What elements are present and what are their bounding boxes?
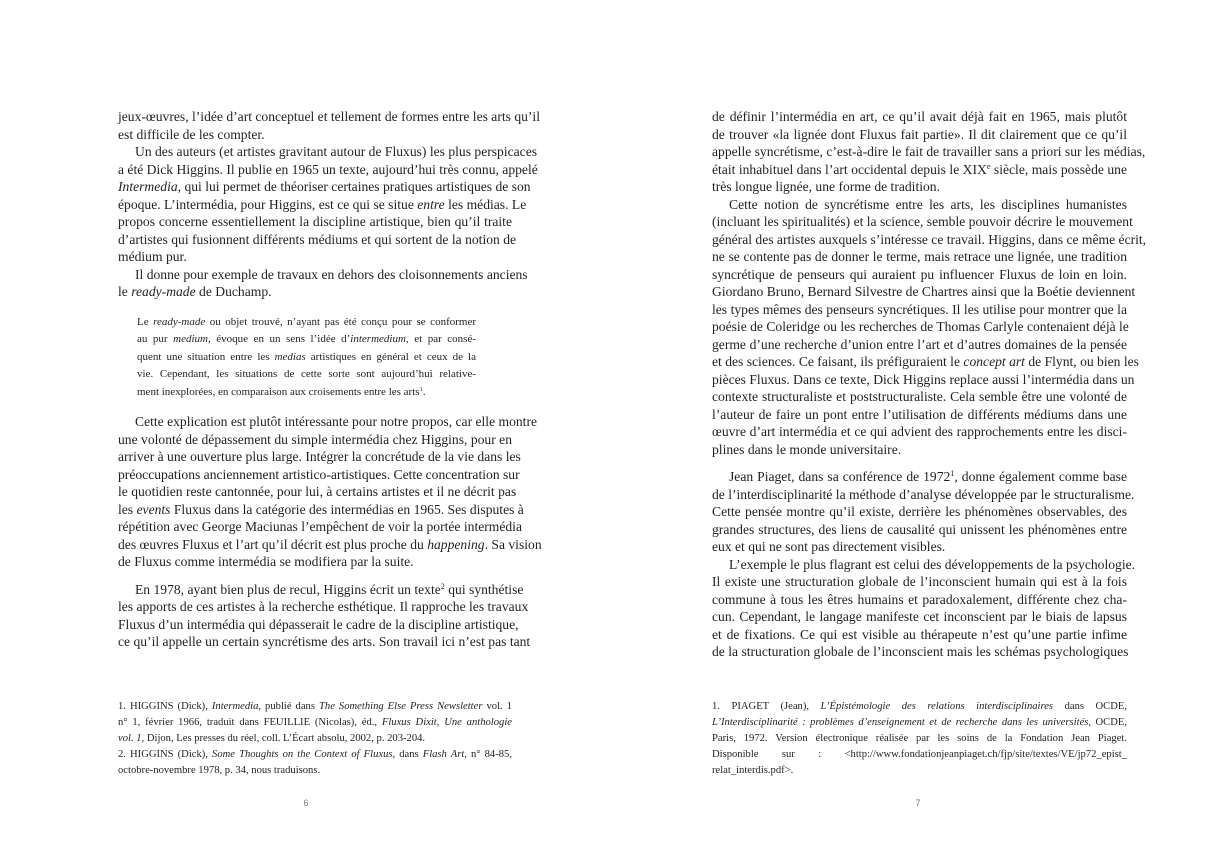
footnotes — [712, 699, 1127, 779]
footnote-ref: 2 — [440, 581, 445, 591]
text-run: de Flynt, ou bien les — [1024, 354, 1139, 369]
italic-text: medias — [274, 350, 306, 363]
text-line — [137, 384, 476, 402]
text-run: époque. L’intermédia, pour Higgins, est ce qui se situe — [118, 196, 418, 212]
text-line: arriver à une ouverture plus large. Intégrer la concrétude de la vie dans les — [118, 449, 521, 464]
text-line: appelle syncrétisme, c’est-à-dire le fait de travailler sans a priori sur les médias, — [712, 144, 1146, 159]
footnotes — [118, 699, 512, 779]
text-run: de Duchamp. — [195, 284, 272, 299]
italic-text: entre — [417, 196, 445, 212]
text-run: 1. HIGGINS (Dick), — [118, 701, 212, 712]
text-line: d’artistes qui fusionnent différents médiums et qui sortent de la notion de — [118, 231, 517, 247]
text-run: le — [118, 284, 132, 299]
italic-text: Flash Art — [422, 749, 465, 760]
text-run: qui synthétise — [444, 581, 524, 597]
paragraph — [712, 196, 1147, 459]
italic-text: ready-made — [131, 284, 196, 299]
text-line: de la structuration globale de l’inconscient mais les schémas psychologiques — [712, 644, 1129, 659]
text-line: contexte structuraliste et poststructuraliste. Cela semble être une volonté de — [712, 389, 1127, 404]
text-line: de trouver «la lignée dont Fluxus fait partie». Il dit clairement que ce qu’il — [712, 126, 1127, 142]
text-line: une volonté de dépassement du simple intermédia chez Higgins, pour en — [118, 431, 512, 447]
text-line: eux et qui ne sont pas directement visibles. — [712, 539, 946, 554]
text-run: les médias. Le — [444, 196, 527, 212]
text-run: artistiques en général et ceux de la — [305, 350, 476, 363]
text-run: , publié dans — [258, 701, 320, 712]
text-line: est difficile de les compter. — [118, 126, 265, 142]
text-line: cun. Cependant, le langage manifeste cet inconscient par le biais de lapsus — [712, 609, 1127, 624]
text-line — [118, 581, 524, 599]
text-run: 2. HIGGINS (Dick), — [118, 749, 213, 760]
text-line: relat_interdis.pdf>. — [712, 765, 794, 776]
text-run: ou objet trouvé, n’ayant pas été conçu pour se conformer — [205, 315, 476, 328]
footnote-ref: 1 — [950, 469, 955, 479]
text-run: Fluxus dans la catégorie des intermédias en 1965. Ses disputes à — [170, 501, 524, 517]
text-run: 1. PIAGET (Jean), — [712, 701, 821, 712]
text-line — [712, 715, 1127, 731]
italic-text: ready-made — [153, 315, 206, 328]
text-run: siècle, mais possède une — [990, 161, 1127, 177]
text-line — [118, 536, 542, 554]
text-line: médium pur. — [118, 249, 187, 264]
text-run: En 1978, ayant bien plus de recul, Higgins écrit un texte — [135, 581, 441, 597]
text-line: de l’interdisciplinarité la méthode d’analyse développée par le structuralisme. — [712, 486, 1135, 502]
text-line: Cette pensée montre qu’il existe, derrière les phénomènes observables, des — [712, 504, 1127, 519]
text-line — [137, 349, 476, 367]
text-line: L’exemple le plus flagrant est celui des développements de la psychologie. — [729, 556, 1136, 572]
text-line: vie. Cependant, les situations de cette sorte sont aujourd’hui relative- — [137, 368, 476, 380]
text-line: Fluxus d’un intermédia qui dépasserait le cadre de la discipline artistique, — [118, 616, 519, 632]
text-line — [118, 283, 512, 301]
text-line: octobre-novembre 1978, p. 34, nous traduisons. — [118, 765, 321, 776]
text-line: Cette notion de syncrétisme entre les arts, les disciplines humanistes — [729, 196, 1127, 212]
italic-text: Intermedia — [118, 179, 178, 194]
paragraph — [118, 143, 538, 266]
text-line — [712, 699, 1127, 715]
text-line: grandes structures, des liens de causalité qui unissent les phénomènes entre — [712, 521, 1127, 537]
text-line — [137, 314, 476, 332]
text-run: Jean Piaget, dans sa conférence de 1972 — [729, 469, 951, 484]
italic-text: Fluxus Dixit, Une anthologie — [381, 717, 512, 728]
text-run: vol. 1 — [482, 701, 512, 712]
text-run: , n° 84-85, — [464, 749, 512, 760]
footnote-ref: 1 — [419, 385, 423, 393]
italic-text: concept art — [963, 354, 1025, 369]
text-line — [712, 161, 1127, 179]
text-line: ce qu’il appelle un certain syncrétisme des arts. Son travail ici n’est pas tant — [118, 634, 531, 649]
text-run: des œuvres Fluxus et l’art qu’il décrit est plus proche du — [118, 536, 428, 552]
text-line: l’auteur de faire un pont entre l’utilisation de différents médiums dans une — [712, 406, 1127, 422]
italic-text: medium — [173, 333, 208, 345]
text-line: Il existe une structuration globale de l’inconscient humain qui est à la fois — [712, 574, 1127, 589]
text-line — [118, 501, 524, 519]
text-line — [137, 331, 476, 349]
italic-text: happening — [427, 536, 485, 552]
text-line: commune à tous les êtres humains et paradoxalement, différente chez cha- — [712, 591, 1127, 607]
italic-text: vol. 1 — [118, 733, 142, 744]
text-line — [118, 731, 512, 747]
text-run: au pur — [137, 333, 174, 345]
text-run: . Sa vision — [484, 536, 542, 552]
text-line: syncrétique de penseurs qui auraient pu influencer Fluxus de loin en loin. — [712, 266, 1127, 282]
text-line: a été Dick Higgins. Il publie en 1965 un texte, aujourd’hui très connu, appelé — [118, 161, 538, 177]
italic-text: intermedium — [350, 333, 406, 345]
paragraph — [712, 556, 1136, 661]
text-line: Un des auteurs (et artistes gravitant autour de Fluxus) les plus perspicaces — [135, 144, 538, 159]
paragraph — [118, 108, 540, 143]
italic-text: Some Thoughts on the Context of Fluxus — [212, 749, 393, 760]
body-text — [712, 108, 1147, 661]
paragraph — [118, 581, 531, 651]
text-run: ment inexplorées, en comparaison aux croisements entre les arts — [137, 385, 420, 398]
text-run: était inhabituel dans l’art occidental depuis le XIX — [712, 161, 987, 177]
text-run: , donne également comme base — [954, 469, 1127, 484]
footnote — [118, 747, 512, 779]
text-line: et de fixations. Ce qui est visible au thérapeute n’est qu’une partie infime — [712, 626, 1127, 642]
text-line: général des artistes auxquels s’intéresse ce travail. Higgins, dans ce même écrit, — [712, 231, 1147, 247]
text-line — [118, 699, 512, 715]
text-line — [118, 715, 512, 731]
footnote — [712, 699, 1127, 779]
text-line: les types mêmes des penseurs syncrétiques. Il les utilise pour montrer que la — [712, 301, 1127, 317]
text-run: , et par consé- — [405, 333, 476, 345]
page-number: 7 — [915, 798, 921, 808]
text-line: de Fluxus comme intermédia se modifiera par la suite. — [118, 554, 414, 569]
text-line — [712, 468, 1127, 486]
text-run: Le — [137, 315, 154, 328]
text-line: plines dans le monde universitaire. — [712, 441, 902, 457]
block-quote — [137, 314, 476, 402]
text-line: (incluant les spiritualités) et la science, semble pouvoir décrire le mouvement — [712, 214, 1133, 229]
text-line — [118, 747, 512, 763]
text-line: jeux-œuvres, l’idée d’art conceptuel et tellement de formes entre les arts qu’il — [118, 109, 540, 124]
text-line: Giordano Bruno, Bernard Silvestre de Chartres ainsi que la Boétie deviennent — [712, 284, 1136, 299]
text-run: les — [118, 501, 137, 517]
italic-text: Intermedia — [211, 701, 259, 712]
text-line — [118, 178, 531, 196]
text-run: , qui lui permet de théoriser certaines pratiques artistiques de son — [177, 179, 531, 194]
text-run: , dans — [392, 749, 423, 760]
body-text — [118, 108, 542, 651]
page-right — [613, 0, 1226, 865]
text-line: de définir l’intermédia en art, ce qu’il avait déjà fait en 1965, mais plutôt — [712, 109, 1127, 124]
text-line: le quotidien reste cantonnée, pour lui, à certains artistes et il ne décrit pas — [118, 484, 517, 499]
text-line: germe d’une recherche d’union entre l’art et d’autres domaines de la pensée — [712, 336, 1127, 352]
text-line: répétition avec George Maciunas l’empêchent de voir la portée intermédia — [118, 519, 522, 534]
text-line: Il donne pour exemple de travaux en dehors des cloisonnements anciens — [135, 266, 528, 282]
text-line: les apports de ces artistes à la recherche esthétique. Il rapproche les travaux — [118, 599, 529, 614]
text-run: . — [422, 385, 426, 398]
text-line: Paris, 1972. Version électronique réalisée par les soins de la Fondation Jean Piaget. — [712, 733, 1127, 744]
italic-text: L’Épistémologie des relations interdisciplinaires — [820, 701, 1054, 712]
footnote-ref: e — [986, 161, 991, 171]
footnote — [118, 699, 512, 747]
text-line: Cette explication est plutôt intéressante pour notre propos, car elle montre — [135, 414, 538, 429]
text-run: quent une situation entre les — [137, 350, 275, 363]
text-line: ne se contente pas de donner le terme, mais retrace une lignée, une tradition — [712, 249, 1127, 264]
text-run: , OCDE, — [1088, 717, 1127, 728]
text-run: , évoque en un sens l’idée d’ — [207, 333, 351, 345]
text-run: , Dijon, Les presses du réel, coll. L’Écart absolu, 2002, p. 203-204. — [141, 733, 426, 744]
text-line: très longue lignée, une forme de tradition. — [712, 179, 941, 194]
paragraph — [712, 108, 1146, 196]
page-number: 6 — [303, 798, 309, 808]
text-line: œuvre d’art intermédia et ce qui advient des rapprochements entre les disci- — [712, 424, 1127, 439]
text-line: poésie de Coleridge ou les recherches de Thomas Carlyle contenaient déjà le — [712, 319, 1129, 334]
paragraph — [118, 413, 542, 571]
text-run: n° 1, février 1966, traduit dans FEUILLIE (Nicolas), éd., — [118, 717, 382, 728]
text-line: pièces Fluxus. Dans ce texte, Dick Higgins replace aussi l’intermédia dans un — [712, 371, 1135, 387]
text-run: et des sciences. Ce faisant, ils préfiguraient le — [712, 354, 964, 369]
text-line: propos concerne essentiellement la discipline artistique, bien qu’il traite — [118, 214, 512, 229]
text-line — [118, 196, 527, 214]
text-line: préoccupations anciennement artistico-artistiques. Cette concentration sur — [118, 466, 520, 482]
italic-text: L’Interdisciplinarité : problèmes d’enseignement et de recherche dans les universités — [712, 717, 1089, 728]
paragraph — [118, 266, 528, 301]
text-line — [712, 353, 1139, 371]
italic-text: events — [136, 501, 171, 517]
italic-text: The Something Else Press Newsletter — [319, 701, 483, 712]
paragraph — [712, 468, 1135, 556]
text-line: Disponible sur : <http://www.fondationjeanpiaget.ch/fjp/site/textes/VE/jp72_epist_ — [712, 749, 1127, 760]
text-run: dans OCDE, — [1053, 701, 1128, 712]
